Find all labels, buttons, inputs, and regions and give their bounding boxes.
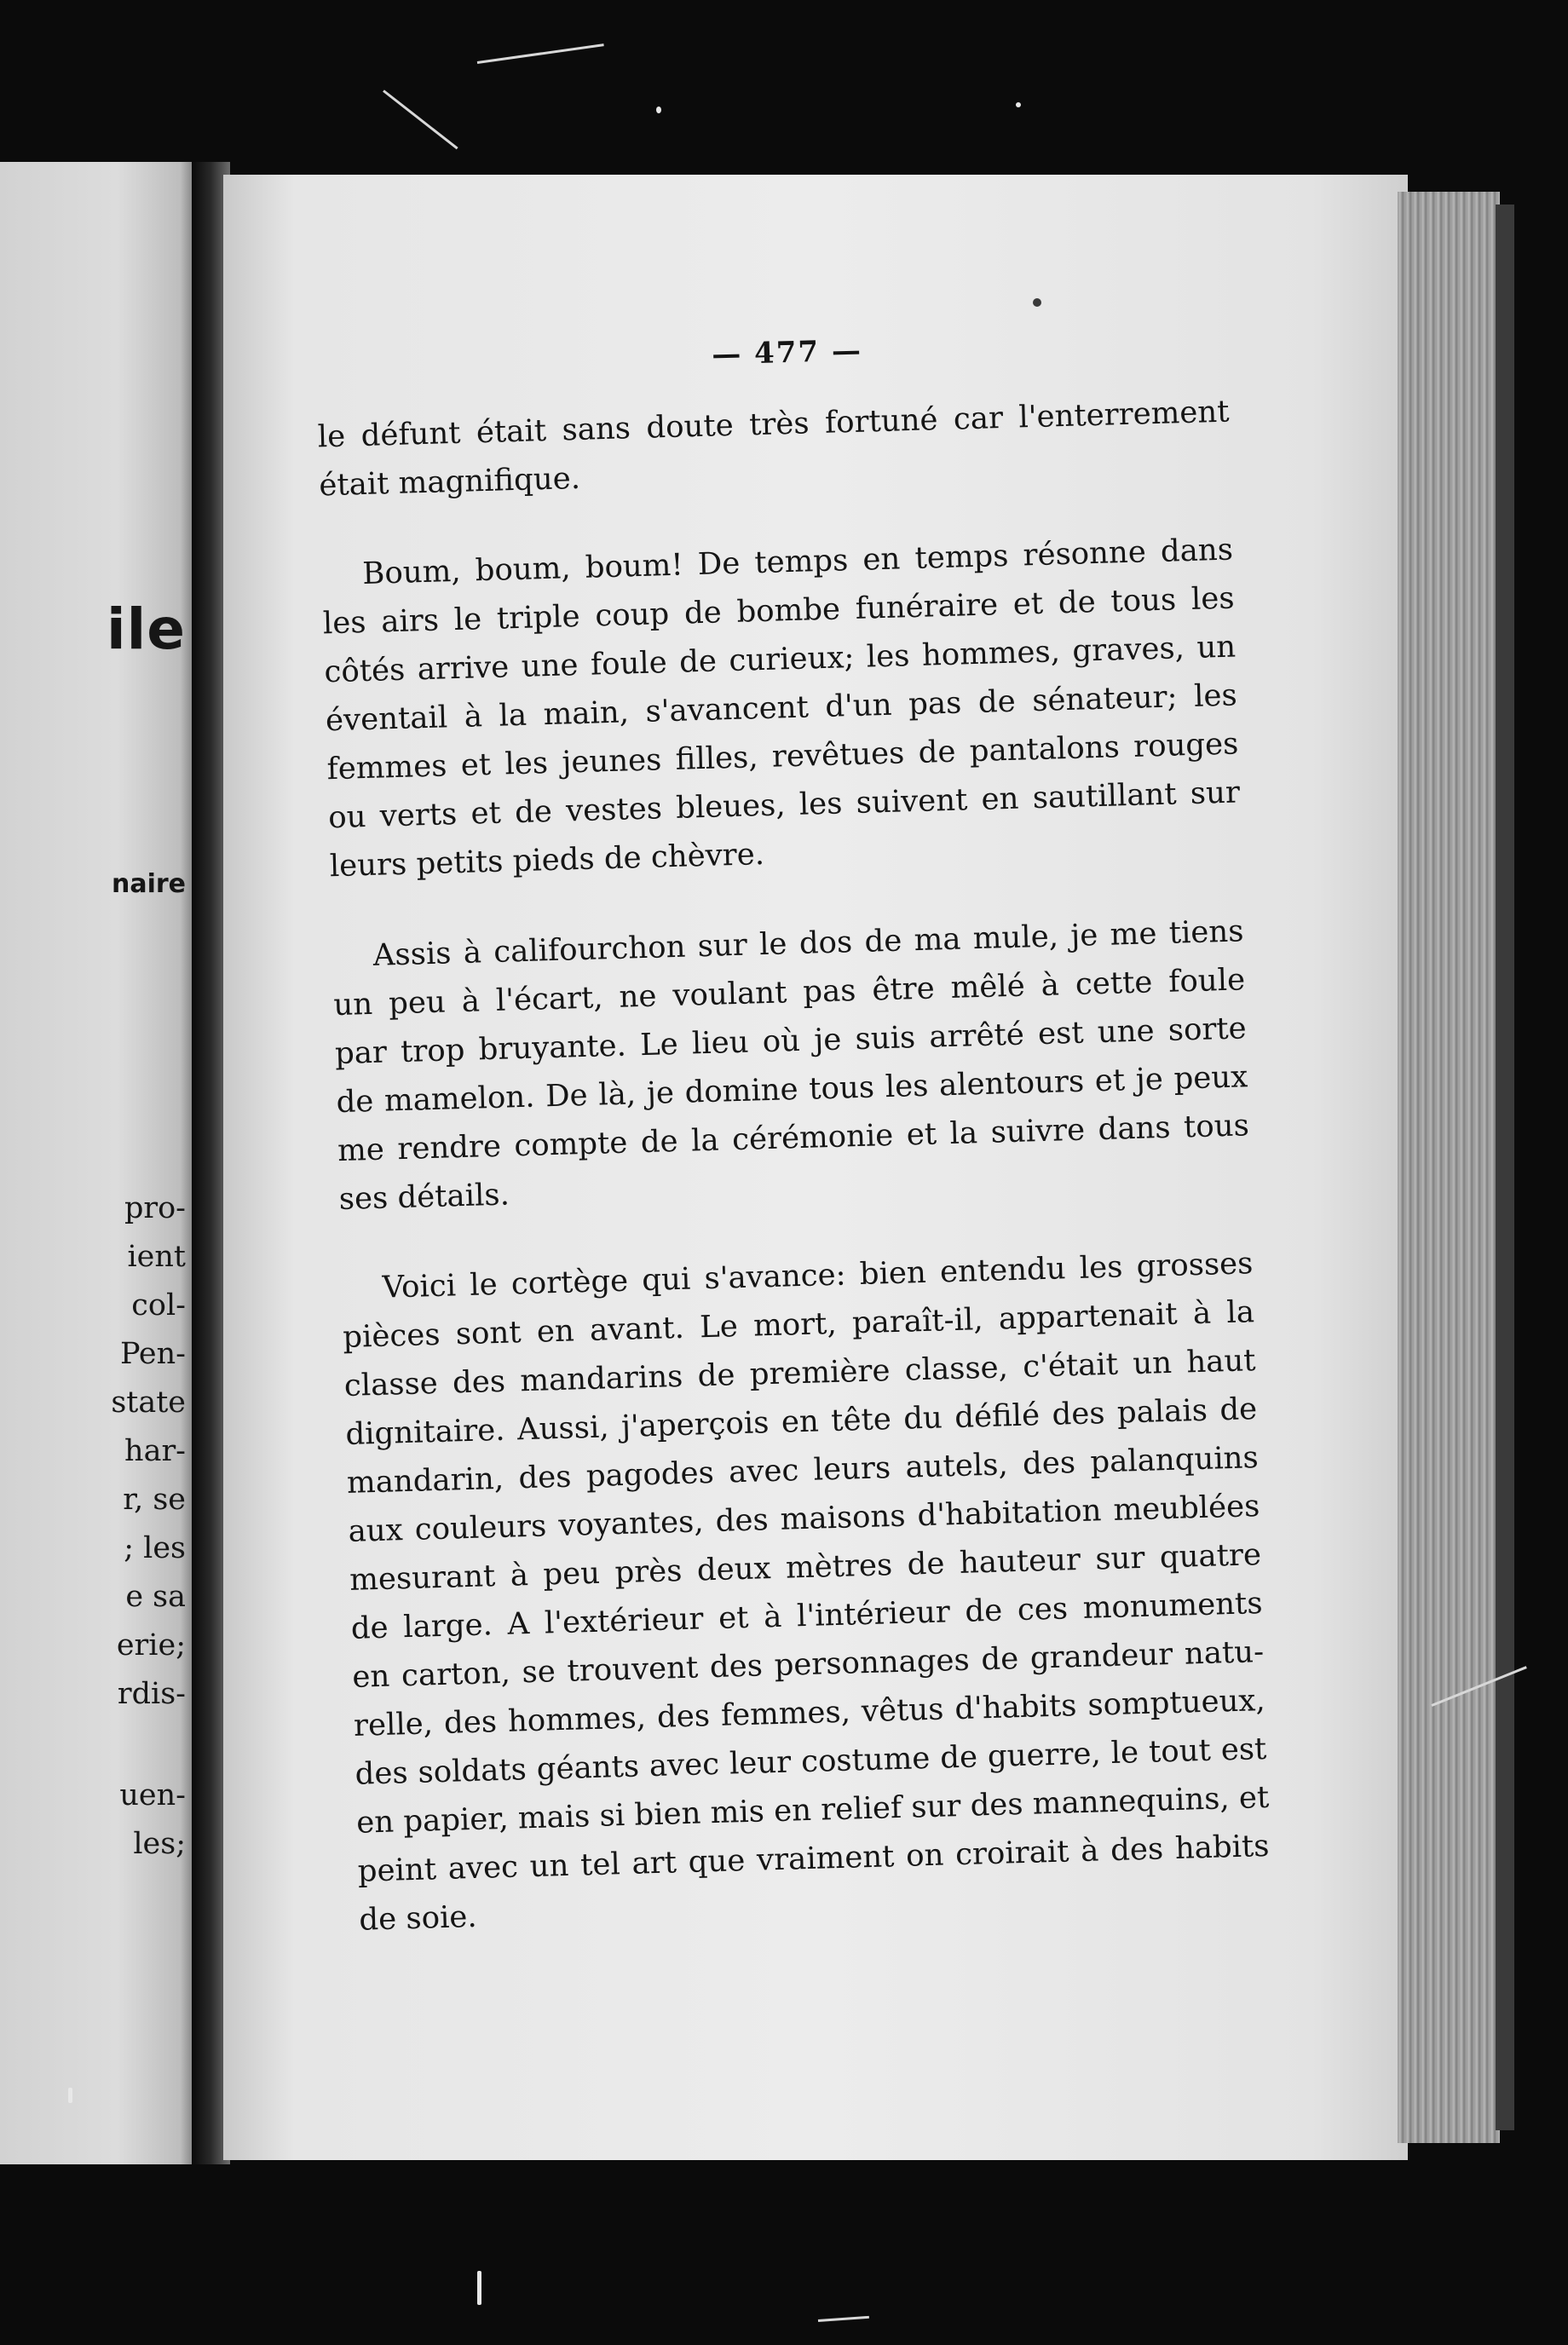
left-line: r, se bbox=[123, 1483, 186, 1517]
left-line: e sa bbox=[125, 1580, 186, 1614]
text-line: Boum, boum, boum! De temps en temps résonne dans bbox=[361, 532, 1234, 592]
text-line: pièces sont en avant. Le mort, paraît-il, appartenait à la bbox=[342, 1294, 1255, 1355]
text-line: classe des mandarins de première classe, c'était un haut bbox=[343, 1343, 1257, 1403]
text-line: aux couleurs voyantes, des maisons d'habitation meublées bbox=[348, 1489, 1260, 1549]
paragraph-2 bbox=[321, 525, 1242, 890]
text-line: Assis à califourchon sur le dos de ma mule, je me tiens bbox=[372, 913, 1245, 973]
left-page-heading-fragment: ile bbox=[106, 596, 186, 662]
left-line: Pen- bbox=[119, 1337, 186, 1371]
text-line: côtés arrive une foule de curieux; les hommes, graves, un bbox=[323, 629, 1237, 690]
left-line: les; bbox=[133, 1827, 186, 1861]
scan-speck bbox=[477, 2271, 481, 2305]
text-line: éventail à la main, s'avancent d'un pas de sénateur; les bbox=[325, 677, 1238, 739]
paragraph-3 bbox=[331, 907, 1251, 1224]
text-line: dignitaire. Aussi, j'aperçois en tête du défilé des palais de bbox=[344, 1391, 1258, 1452]
text-line: de large. A l'extérieur et à l'intérieur de ces monuments bbox=[350, 1585, 1264, 1646]
left-line: pro- bbox=[124, 1191, 186, 1225]
text-line: par trop bruyante. Le lieu où je suis arrêté est une sorte bbox=[334, 1011, 1248, 1072]
text-line: me rendre compte de la cérémonie et la suivre dans tous bbox=[337, 1108, 1250, 1169]
left-page-subheading-fragment: naire bbox=[111, 869, 186, 899]
text-line: les airs le triple coup de bombe funéraire et de tous les bbox=[322, 580, 1236, 642]
left-line: ient bbox=[127, 1240, 186, 1274]
text-line: en carton, se trouvent des personnages de grandeur natu- bbox=[351, 1633, 1265, 1695]
left-line: state bbox=[111, 1386, 186, 1420]
left-line: rdis- bbox=[117, 1677, 186, 1711]
scan-speck bbox=[656, 107, 661, 113]
text-line: de mamelon. De là, je domine tous les alentours et je peux bbox=[336, 1059, 1248, 1121]
text-line: des soldats géants avec leur costume de guerre, le tout est bbox=[355, 1731, 1267, 1792]
text-line: relle, des hommes, des femmes, vêtus d'habits somptueux, bbox=[353, 1682, 1266, 1743]
text-line: ses détails. bbox=[338, 1177, 510, 1218]
text-line: ou verts et de vestes bleues, les suivent en sautillant sur bbox=[327, 775, 1241, 836]
page-number: — 477 — bbox=[711, 333, 863, 372]
text-line: Voici le cortège qui s'avance: bien entendu les grosses bbox=[382, 1246, 1254, 1305]
text-line: en papier, mais si bien mis en relief sur des mannequins, et bbox=[355, 1779, 1270, 1841]
text-line: de soie. bbox=[358, 1898, 478, 1938]
text-line: était magnifique. bbox=[318, 460, 581, 504]
text-line: peint avec un tel art que vraiment on croirait à des habits bbox=[357, 1828, 1270, 1889]
text-line: mesurant à peu près deux mètres de hauteur sur quatre bbox=[349, 1537, 1262, 1598]
paragraph-1 bbox=[317, 388, 1231, 510]
text-line: leurs petits pieds de chèvre. bbox=[329, 836, 765, 884]
scan-speck bbox=[1033, 298, 1041, 307]
left-line: har- bbox=[124, 1434, 186, 1468]
text-line: le défunt était sans doute très fortuné car l'enterrement bbox=[317, 394, 1230, 455]
paragraph-4 bbox=[341, 1239, 1271, 1945]
text-line: femmes et les jeunes filles, revêtues de pantalons rouges bbox=[326, 726, 1239, 787]
left-line: col- bbox=[131, 1288, 186, 1322]
text-line: mandarin, des pagodes avec leurs autels, des palanquins bbox=[346, 1440, 1260, 1501]
scan-speck bbox=[1016, 102, 1021, 107]
left-line: uen- bbox=[119, 1778, 186, 1812]
text-line: un peu à l'écart, ne voulant pas être mêlé à cette foule bbox=[332, 962, 1246, 1023]
left-line: ; les bbox=[124, 1531, 186, 1565]
scan-speck bbox=[68, 2088, 72, 2103]
left-line: erie; bbox=[116, 1628, 186, 1662]
